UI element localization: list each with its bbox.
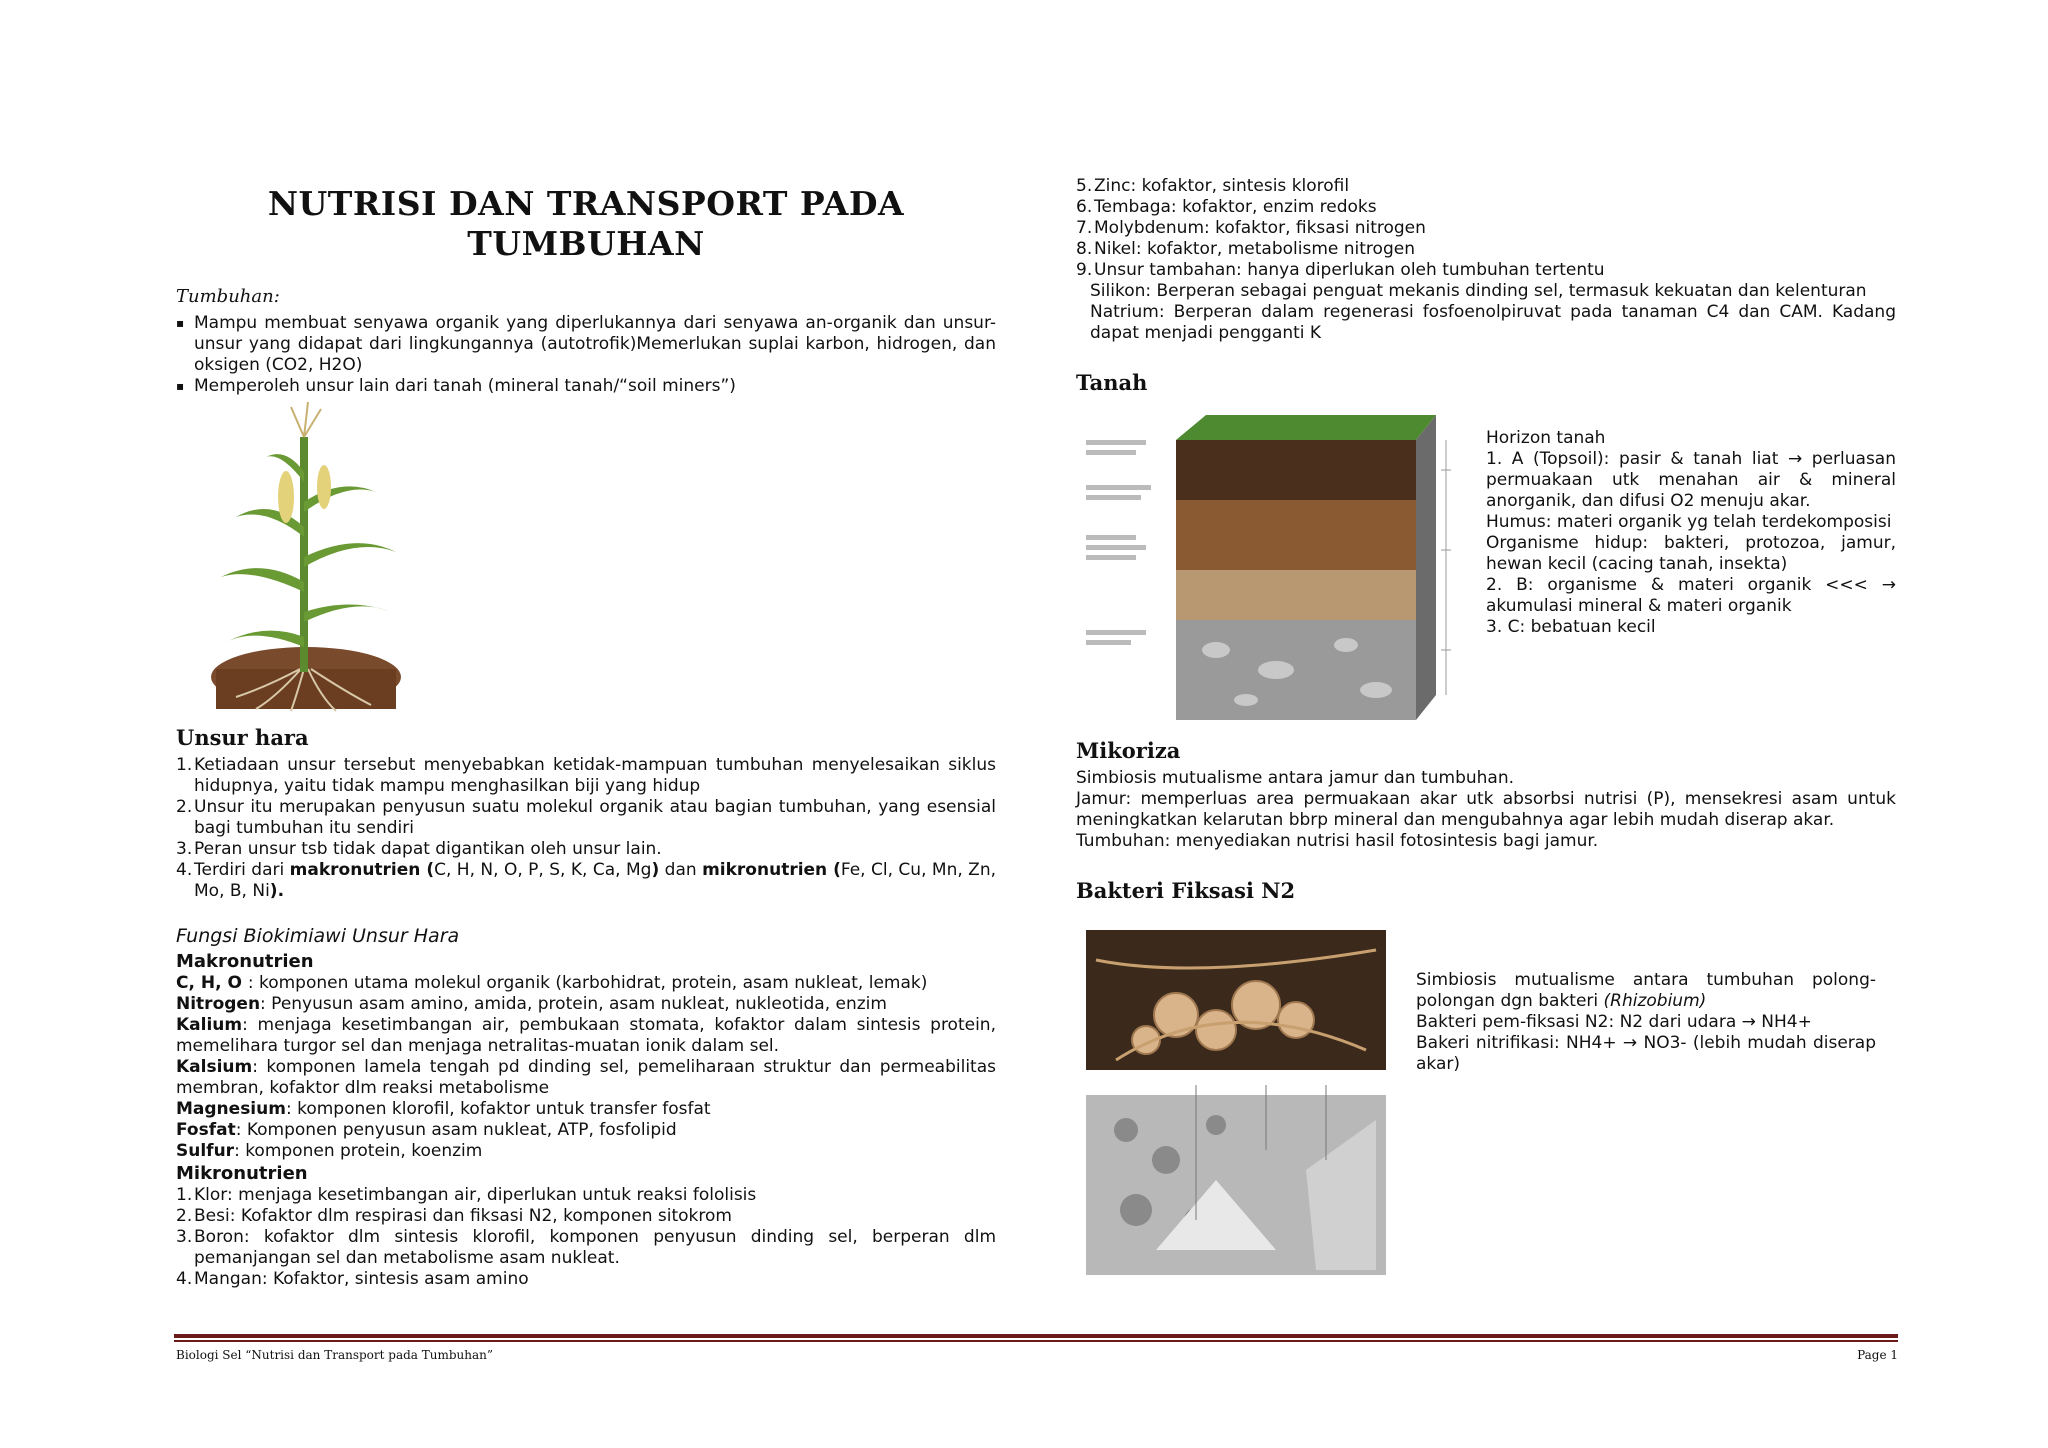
corn-plant-illustration: [196, 397, 436, 717]
tanah-section: [1076, 400, 1896, 730]
list-item: 3. Boron: kofaktor dlm sintesis klorofil, komponen penyusun dinding sel, berperan dlm pemanjangan sel dan metabolisme asam nukleat.: [176, 1227, 996, 1268]
unsur-hara-heading: Unsur hara: [176, 725, 309, 750]
tanah-heading: Tanah: [1076, 370, 1148, 395]
soil-profile-illustration: [1076, 400, 1466, 730]
corn-plant-figure: [196, 397, 456, 725]
list-item: 8. Nikel: kofaktor, metabolisme nitrogen: [1076, 239, 1415, 259]
right-column: [1076, 176, 1896, 1310]
intro-label: Tumbuhan:: [176, 286, 280, 307]
list-item: Fosfat: Komponen penyusun asam nukleat, ATP, fosfolipid: [176, 1120, 677, 1140]
list-item: ▪ Memperoleh unsur lain dari tanah (mineral tanah/“soil miners”): [176, 376, 996, 397]
tanah-text: Horizon tanah 1. A (Topsoil): pasir & tanah liat → perluasan permuakaan utk menahan air & mineral anorganik, dan difusi O2 menuju akar. Humus: materi organik yg telah terdekomposisi Organisme hidup: bakteri, protozoa, jamur, hewan kecil (cacing tanah, insekta) 2. B: organisme & materi organik <<< → akumulasi mineral & materi organik 3. C: bebatuan kecil: [1486, 428, 1896, 637]
bakteri-section: [1076, 908, 1896, 1310]
left-column: [176, 172, 996, 1290]
mikronutrien-list: [176, 1185, 996, 1290]
list-item: Kalium: menjaga kesetimbangan air, pembukaan stomata, kofaktor dalam sintesis protein, memelihara turgor sel dan menjaga netralitas-muatan ionik dalam sel.: [176, 1015, 996, 1056]
list-item: 7. Molybdenum: kofaktor, fiksasi nitrogen: [1076, 218, 1426, 238]
nodule-micrograph-illustration: [1076, 920, 1396, 1300]
unsur-tambahan-list: [1076, 281, 1896, 344]
list-item: 9. Unsur tambahan: hanya diperlukan oleh tumbuhan tertentu: [1076, 260, 1605, 280]
list-item: C, H, O : komponen utama molekul organik (karbohidrat, protein, asam nukleat, lemak): [176, 973, 928, 993]
soil-horizon-figure: [1076, 400, 1466, 730]
footer-rule: [174, 1334, 1898, 1338]
bakteri-heading: Bakteri Fiksasi N2: [1076, 878, 1296, 903]
list-item: Sulfur: komponen protein, koenzim: [176, 1141, 483, 1161]
footer-rule-thin: [174, 1340, 1898, 1342]
list-item: Nitrogen: Penyusun asam amino, amida, protein, asam nukleat, nukleotida, enzim: [176, 994, 887, 1014]
list-item: 2. Unsur itu merupakan penyusun suatu molekul organik atau bagian tumbuhan, yang esensial bagi tumbuhan itu sendiri: [176, 797, 996, 838]
list-item: 6. Tembaga: kofaktor, enzim redoks: [1076, 197, 1377, 217]
unsur-hara-list: [176, 755, 996, 902]
root-nodule-figure: [1076, 920, 1396, 1310]
list-item: ▪ Mampu membuat senyawa organik yang diperlukannya dari senyawa an-organik dan unsur-unsur yang didapat dari lingkungannya (autotrofik)Memerlukan suplai karbon, hidrogen, dan oksigen (CO2, H2O): [176, 313, 996, 376]
mikronutrien-list-continued: [1076, 176, 1896, 281]
mikoriza-text: Simbiosis mutualisme antara jamur dan tumbuhan. Jamur: memperluas area permuakaan akar utk absorbsi nutrisi (P), mensekresi asam untuk meningkatkan kelarutan bbrp mineral dan mengubahnya agar lebih mudah diserap akar. Tumbuhan: menyediakan nutrisi hasil fotosintesis bagi jamur.: [1076, 768, 1896, 851]
list-item: 4. Terdiri dari makronutrien (C, H, N, O, P, S, K, Ca, Mg) dan mikronutrien (Fe, Cl, Cu, Mn, Zn, Mo, B, Ni).: [176, 860, 997, 901]
list-item: 2. Besi: Kofaktor dlm respirasi dan fiksasi N2, komponen sitokrom: [176, 1206, 732, 1226]
list-item: Silikon: Berperan sebagai penguat mekanis dinding sel, termasuk kekuatan dan kelenturan: [1090, 281, 1867, 301]
list-item: Natrium: Berperan dalam regenerasi fosfoenolpiruvat pada tanaman C4 dan CAM. Kadang dapat menjadi pengganti K: [1090, 302, 1896, 343]
makronutrien-heading: Makronutrien: [176, 951, 314, 972]
list-item: 5. Zinc: kofaktor, sintesis klorofil: [1076, 176, 1350, 196]
intro-list: [176, 313, 996, 397]
list-item: Kalsium: komponen lamela tengah pd dinding sel, pemeliharaan struktur dan permeabilitas membran, kofaktor dlm reaksi metabolisme: [176, 1057, 996, 1098]
footer-title: Biologi Sel “Nutrisi dan Transport pada Tumbuhan”: [176, 1348, 494, 1362]
mikoriza-heading: Mikoriza: [1076, 738, 1181, 763]
list-item: Magnesium: komponen klorofil, kofaktor untuk transfer fosfat: [176, 1099, 711, 1119]
fungsi-heading: Fungsi Biokimiawi Unsur Hara: [176, 925, 460, 947]
list-item: 1. Ketiadaan unsur tersebut menyebabkan ketidak-mampuan tumbuhan menyelesaikan siklus hidupnya, yaitu tidak mampu menghasilkan biji yang hidup: [176, 755, 996, 796]
list-item: 3. Peran unsur tsb tidak dapat digantikan oleh unsur lain.: [176, 839, 662, 859]
list-item: 1. Klor: menjaga kesetimbangan air, diperlukan untuk reaksi fololisis: [176, 1185, 757, 1205]
page-number: Page 1: [1857, 1348, 1898, 1362]
page-title: NUTRISI DAN TRANSPORT PADA TUMBUHAN: [267, 184, 905, 263]
bakteri-text: Simbiosis mutualisme antara tumbuhan polong-polongan dgn bakteri (Rhizobium) Bakteri pem-fiksasi N2: N2 dari udara → NH4+ Bakeri nitrifikasi: NH4+ → NO3- (lebih mudah diserap akar): [1416, 970, 1876, 1074]
list-item: 4. Mangan: Kofaktor, sintesis asam amino: [176, 1269, 529, 1289]
makronutrien-list: [176, 973, 996, 1162]
mikronutrien-heading: Mikronutrien: [176, 1163, 308, 1184]
